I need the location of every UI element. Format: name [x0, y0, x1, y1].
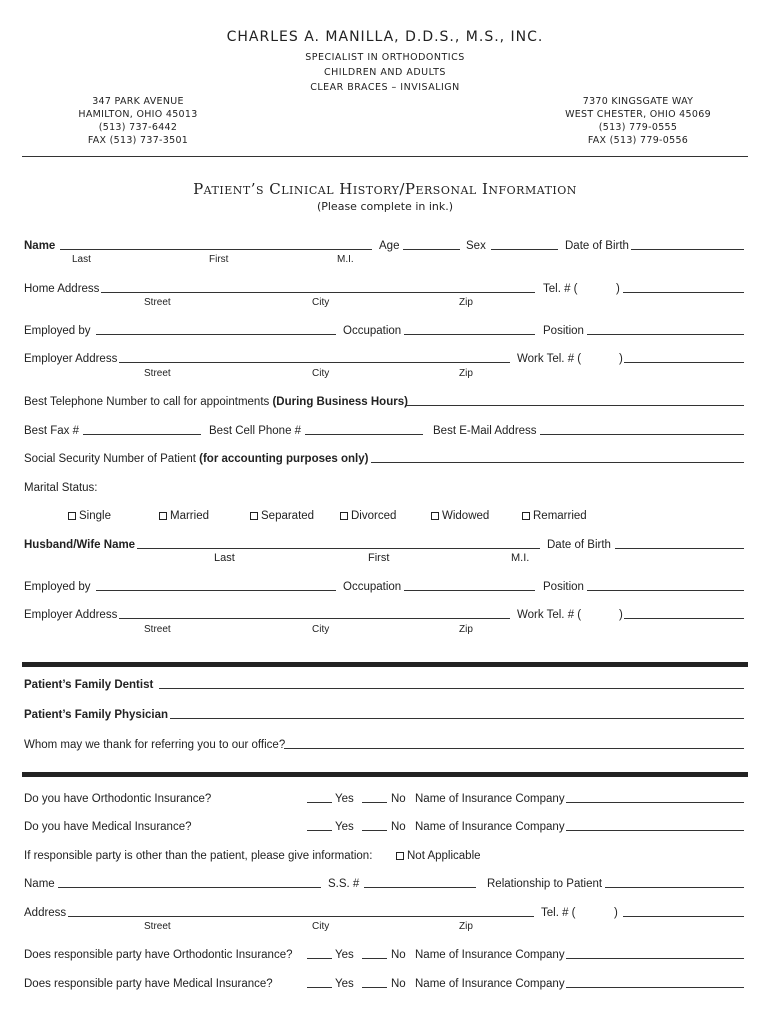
sex-label: Sex [466, 240, 486, 252]
right-office-address [538, 95, 738, 147]
ortho-no-field[interactable] [362, 802, 387, 803]
ssn-field[interactable] [371, 462, 744, 463]
employed-by-label: Employed by [24, 325, 91, 337]
best-cell-label: Best Cell Phone # [209, 425, 302, 437]
spouse-name-label: Husband/Wife Name [24, 539, 136, 551]
rp-relationship-field[interactable] [605, 887, 744, 888]
family-physician-label: Patient’s Family Physician [24, 709, 169, 721]
rp-ss-label: S.S. # [328, 878, 360, 890]
city-sublabel: City [312, 921, 330, 932]
spouse-employed-by-label: Employed by [24, 581, 91, 593]
rp-medical-company-field[interactable] [566, 987, 744, 988]
rp-tel-field[interactable] [623, 916, 744, 917]
left-office-city: HAMILTON, OHIO 45013 [78, 109, 198, 120]
work-tel-label: Work Tel. # ( [517, 353, 582, 365]
spouse-employed-by-field[interactable] [96, 590, 336, 591]
option-label: Separated [261, 510, 315, 522]
best-fax-field[interactable] [83, 434, 201, 435]
checkbox[interactable] [431, 512, 439, 520]
spouse-position-label: Position [543, 581, 584, 593]
spouse-work-tel-paren-close: ) [619, 609, 623, 621]
rp-medical-no-field[interactable] [362, 987, 387, 988]
medical-insurance-label: Do you have Medical Insurance? [24, 821, 192, 833]
best-telephone-text: Best Telephone Number to call for appointments [24, 396, 273, 408]
ssn-text: Social Security Number of Patient [24, 453, 200, 465]
best-telephone-field[interactable] [405, 405, 744, 406]
form-subtitle: (Please complete in ink.) [316, 200, 454, 213]
rp-name-label: Name [24, 878, 55, 890]
referral-field[interactable] [284, 748, 744, 749]
marital-remarried-option[interactable] [522, 509, 587, 523]
last-sublabel: Last [72, 254, 91, 265]
best-email-label: Best E-Mail Address [433, 425, 537, 437]
checkbox[interactable] [340, 512, 348, 520]
spouse-employer-address-field[interactable] [119, 618, 510, 619]
checkbox[interactable] [396, 852, 404, 860]
ortho-insurance-label: Do you have Orthodontic Insurance? [24, 793, 212, 805]
responsible-party-label: If responsible party is other than the patient, please give information: [24, 850, 373, 862]
section-divider [22, 662, 748, 667]
home-address-field[interactable] [101, 292, 535, 293]
practice-specialty: SPECIALIST IN ORTHODONTICS [305, 52, 465, 63]
first-sublabel: First [209, 254, 229, 265]
option-label: Married [170, 510, 209, 522]
rp-ortho-no-label: No [391, 949, 406, 961]
left-office-address [38, 95, 238, 147]
marital-single-option[interactable] [68, 509, 111, 523]
rp-ortho-yes-field[interactable] [307, 958, 332, 959]
street-sublabel: Street [144, 368, 171, 379]
ortho-yes-field[interactable] [307, 802, 332, 803]
marital-separated-option[interactable] [250, 509, 314, 523]
rp-tel-paren-close: ) [614, 907, 618, 919]
option-label: Divorced [351, 510, 397, 522]
right-office-street: 7370 KINGSGATE WAY [582, 96, 694, 107]
zip-sublabel: Zip [459, 297, 473, 308]
medical-yes-field[interactable] [307, 830, 332, 831]
family-dentist-label: Patient’s Family Dentist [24, 679, 154, 691]
rp-medical-yes-label: Yes [335, 978, 354, 990]
tel-label: Tel. # ( [543, 283, 578, 295]
best-cell-field[interactable] [305, 434, 423, 435]
rp-relationship-label: Relationship to Patient [487, 878, 603, 890]
city-sublabel: City [312, 624, 330, 635]
rp-ss-field[interactable] [364, 887, 476, 888]
right-office-city: WEST CHESTER, OHIO 45069 [565, 109, 711, 120]
age-label: Age [379, 240, 400, 252]
spouse-position-field[interactable] [587, 590, 744, 591]
rp-medical-no-label: No [391, 978, 406, 990]
medical-company-label: Name of Insurance Company [415, 821, 565, 833]
home-tel-field[interactable] [623, 292, 744, 293]
dob-field[interactable] [631, 249, 744, 250]
option-label: Remarried [533, 510, 587, 522]
best-fax-label: Best Fax # [24, 425, 79, 437]
checkbox[interactable] [159, 512, 167, 520]
best-email-field[interactable] [540, 434, 744, 435]
occupation-field[interactable] [404, 334, 535, 335]
medical-no-label: No [391, 821, 406, 833]
employer-address-field[interactable] [119, 362, 510, 363]
rp-ortho-insurance-label: Does responsible party have Orthodontic Insurance? [24, 949, 293, 961]
rp-ortho-yes-label: Yes [335, 949, 354, 961]
age-field[interactable] [403, 249, 460, 250]
spouse-dob-field[interactable] [615, 548, 744, 549]
rp-address-label: Address [24, 907, 67, 919]
right-office-fax: FAX (513) 779-0556 [587, 135, 689, 146]
rp-ortho-no-field[interactable] [362, 958, 387, 959]
family-physician-field[interactable] [170, 718, 744, 719]
marital-status-label: Marital Status: [24, 482, 98, 494]
mi-sublabel: M.I. [337, 254, 354, 265]
city-sublabel: City [312, 368, 330, 379]
rp-ortho-company-label: Name of Insurance Company [415, 949, 565, 961]
zip-sublabel: Zip [459, 368, 473, 379]
spouse-dob-label: Date of Birth [547, 539, 611, 551]
spouse-occupation-field[interactable] [404, 590, 535, 591]
employed-by-field[interactable] [96, 334, 336, 335]
rp-ortho-company-field[interactable] [566, 958, 744, 959]
left-office-fax: FAX (513) 737-3501 [87, 135, 189, 146]
rp-medical-company-label: Name of Insurance Company [415, 978, 565, 990]
rp-medical-yes-field[interactable] [307, 987, 332, 988]
spouse-last-sublabel: Last [214, 552, 235, 564]
zip-sublabel: Zip [459, 624, 473, 635]
spouse-occupation-label: Occupation [343, 581, 402, 593]
left-office-phone: (513) 737-6442 [98, 122, 178, 133]
spouse-work-tel-label: Work Tel. # ( [517, 609, 582, 621]
option-label: Not Applicable [407, 850, 481, 862]
tel-paren-close: ) [616, 283, 620, 295]
marital-widowed-option[interactable] [431, 509, 489, 523]
medical-no-field[interactable] [362, 830, 387, 831]
form-title: Patient’s Clinical History/Personal Information [193, 180, 577, 198]
rp-name-field[interactable] [58, 887, 321, 888]
spouse-work-tel-field[interactable] [624, 618, 744, 619]
ortho-company-label: Name of Insurance Company [415, 793, 565, 805]
marital-divorced-option[interactable] [340, 509, 396, 523]
rp-tel-label: Tel. # ( [541, 907, 576, 919]
not-applicable-option[interactable] [396, 849, 481, 863]
practice-patients: CHILDREN AND ADULTS [324, 67, 446, 78]
name-label: Name [24, 240, 56, 252]
ortho-yes-label: Yes [335, 793, 354, 805]
ssn-label [24, 452, 368, 466]
spouse-employer-address-label: Employer Address [24, 609, 118, 621]
checkbox[interactable] [250, 512, 258, 520]
ortho-no-label: No [391, 793, 406, 805]
employer-address-label: Employer Address [24, 353, 118, 365]
dob-label: Date of Birth [565, 240, 629, 252]
section-divider [22, 772, 748, 777]
spouse-name-field[interactable] [137, 548, 540, 549]
left-office-street: 347 PARK AVENUE [92, 96, 184, 107]
city-sublabel: City [312, 297, 330, 308]
spouse-mi-sublabel: M.I. [511, 552, 530, 564]
medical-company-field[interactable] [566, 830, 744, 831]
ssn-note: (for accounting purposes only) [199, 453, 369, 465]
option-label: Widowed [442, 510, 490, 522]
medical-yes-label: Yes [335, 821, 354, 833]
right-office-phone: (513) 779-0555 [598, 122, 678, 133]
practice-name: CHARLES A. MANILLA, D.D.S., M.S., INC. [226, 29, 544, 45]
patient-name-field[interactable] [60, 249, 372, 250]
referral-label: Whom may we thank for referring you to our office? [24, 739, 286, 751]
best-telephone-label [24, 395, 408, 409]
option-label: Single [79, 510, 111, 522]
marital-married-option[interactable] [159, 509, 209, 523]
street-sublabel: Street [144, 624, 171, 635]
zip-sublabel: Zip [459, 921, 473, 932]
checkbox[interactable] [68, 512, 76, 520]
occupation-label: Occupation [343, 325, 402, 337]
rp-address-field[interactable] [68, 916, 534, 917]
home-address-label: Home Address [24, 283, 100, 295]
practice-services: CLEAR BRACES – INVISALIGN [310, 82, 460, 93]
position-label: Position [543, 325, 584, 337]
family-dentist-field[interactable] [159, 688, 744, 689]
work-tel-field[interactable] [624, 362, 744, 363]
street-sublabel: Street [144, 297, 171, 308]
ortho-company-field[interactable] [566, 802, 744, 803]
sex-field[interactable] [491, 249, 558, 250]
checkbox[interactable] [522, 512, 530, 520]
spouse-first-sublabel: First [368, 552, 390, 564]
business-hours-note: (During Business Hours) [272, 396, 408, 408]
position-field[interactable] [587, 334, 744, 335]
work-tel-paren-close: ) [619, 353, 623, 365]
street-sublabel: Street [144, 921, 171, 932]
rp-medical-insurance-label: Does responsible party have Medical Insurance? [24, 978, 273, 990]
header-divider [22, 156, 748, 157]
